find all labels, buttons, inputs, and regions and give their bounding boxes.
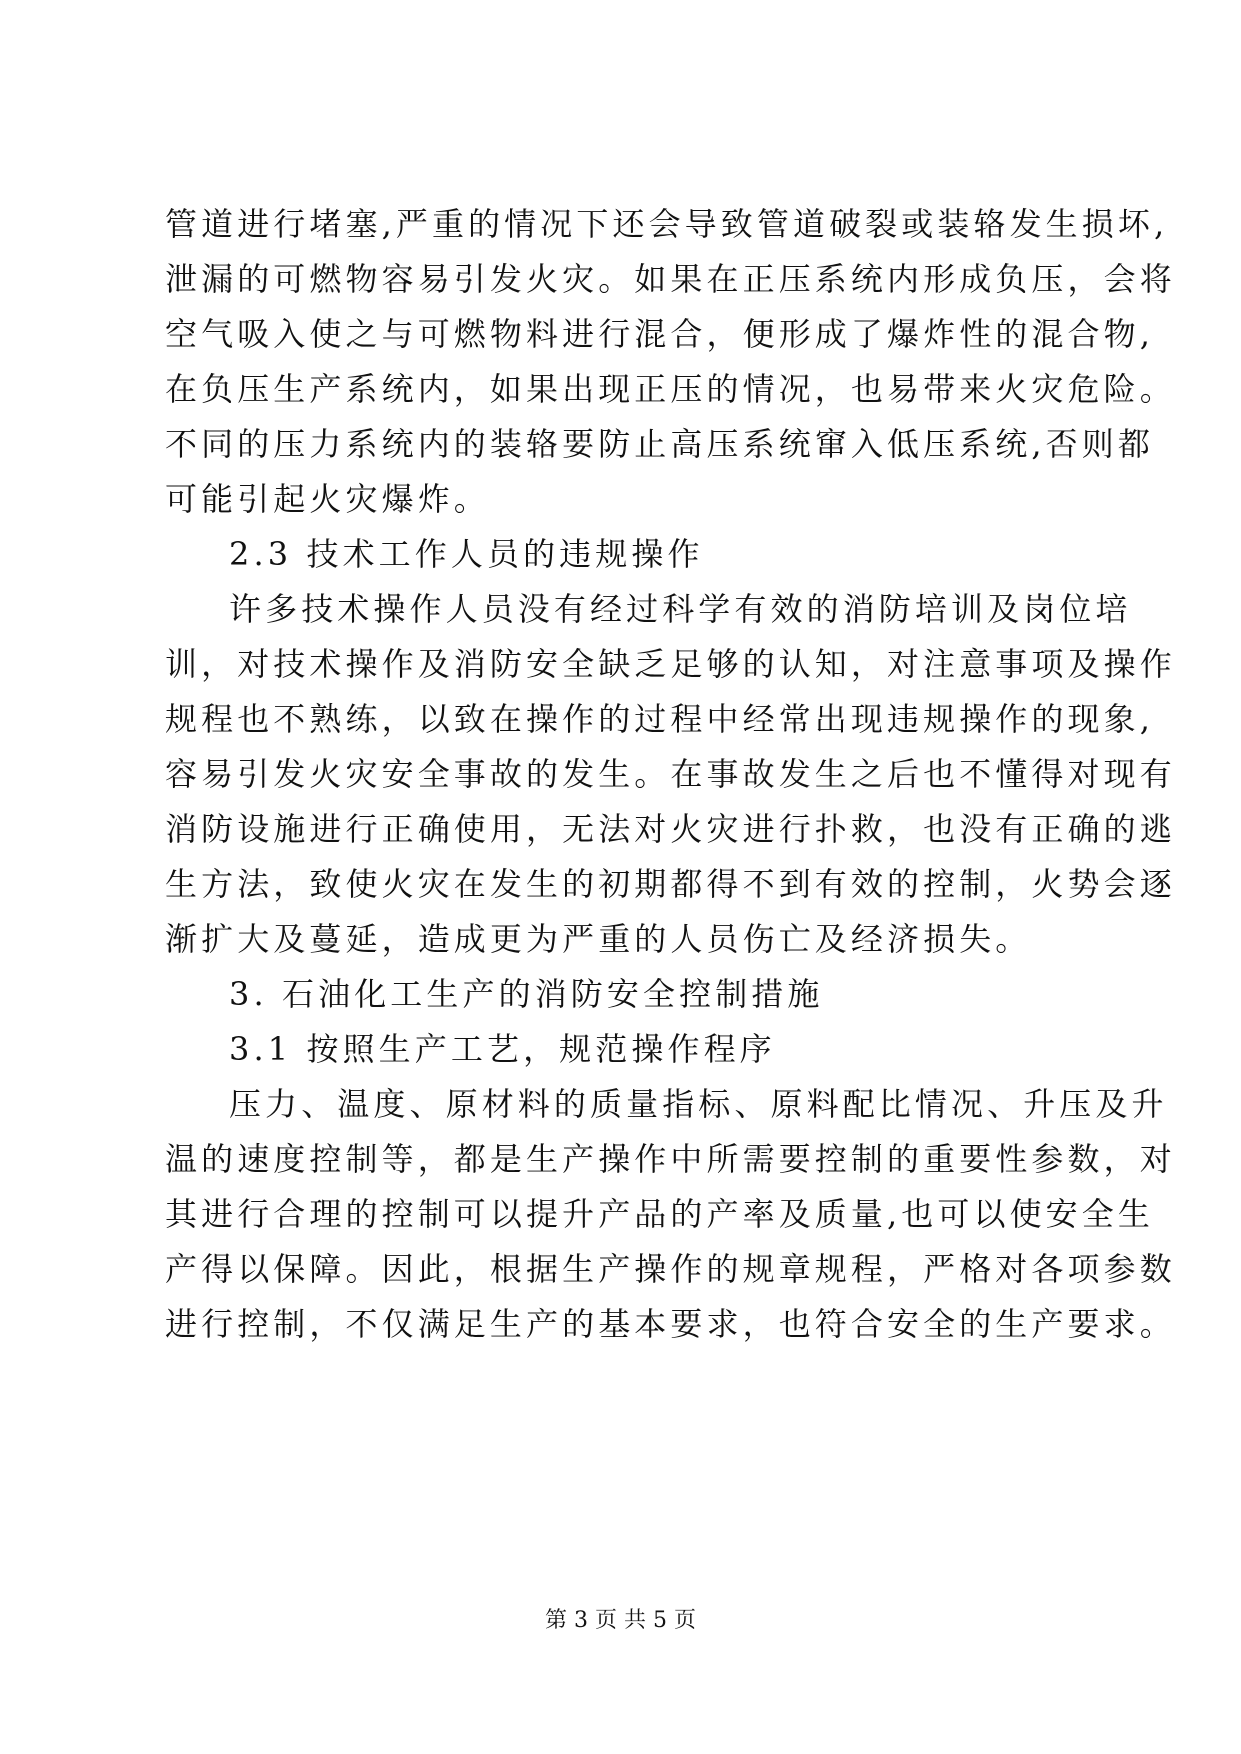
- body-text-line: 不同的压力系统内的装辂要防止高压系统窜入低压系统,否则都: [165, 425, 1154, 463]
- body-text-line: 可能引起火灾爆炸。: [165, 480, 490, 518]
- body-text-line: 空气吸入使之与可燃物料进行混合，便形成了爆炸性的混合物,: [165, 315, 1154, 353]
- body-text-line: 泄漏的可燃物容易引发火灾。如果在正压系统内形成负压，会将: [165, 260, 1176, 298]
- body-text-line: 产得以保障。因此，根据生产操作的规章规程，严格对各项参数: [165, 1250, 1176, 1288]
- body-text-line: 规程也不熟练，以致在操作的过程中经常出现违规操作的现象,: [165, 700, 1154, 738]
- subsection-heading: 3.1 按照生产工艺，规范操作程序: [229, 1030, 776, 1068]
- body-text-line: 温的速度控制等，都是生产操作中所需要控制的重要性参数，对: [165, 1140, 1176, 1178]
- body-text-line: 消防设施进行正确使用，无法对火灾进行扑救，也没有正确的逃: [165, 810, 1176, 848]
- body-text-line: 容易引发火灾安全事故的发生。在事故发生之后也不懂得对现有: [165, 755, 1176, 793]
- body-text-line: 管道进行堵塞,严重的情况下还会导致管道破裂或装辂发生损坏,: [165, 205, 1169, 243]
- body-text-line: 进行控制，不仅满足生产的基本要求，也符合安全的生产要求。: [165, 1305, 1176, 1343]
- section-heading: 2.3 技术工作人员的违规操作: [229, 535, 704, 573]
- section-heading: 3. 石油化工生产的消防安全控制措施: [229, 975, 824, 1013]
- body-text-line: 渐扩大及蔓延，造成更为严重的人员伤亡及经济损失。: [165, 920, 1032, 958]
- body-text-line: 训，对技术操作及消防安全缺乏足够的认知，对注意事项及操作: [165, 645, 1176, 683]
- document-body: [165, 197, 1176, 1352]
- body-text-line: 在负压生产系统内，如果出现正压的情况，也易带来火灾危险。: [165, 370, 1176, 408]
- paragraph-first-line: 许多技术操作人员没有经过科学有效的消防培训及岗位培: [229, 590, 1132, 628]
- paragraph-first-line: 压力、温度、原材料的质量指标、原料配比情况、升压及升: [229, 1085, 1168, 1123]
- body-text-line: 生方法，致使火灾在发生的初期都得不到有效的控制，火势会逐: [165, 865, 1176, 903]
- page-footer: 第 3 页 共 5 页: [545, 1608, 696, 1633]
- body-text-line: 其进行合理的控制可以提升产品的产率及质量,也可以使安全生: [165, 1195, 1154, 1233]
